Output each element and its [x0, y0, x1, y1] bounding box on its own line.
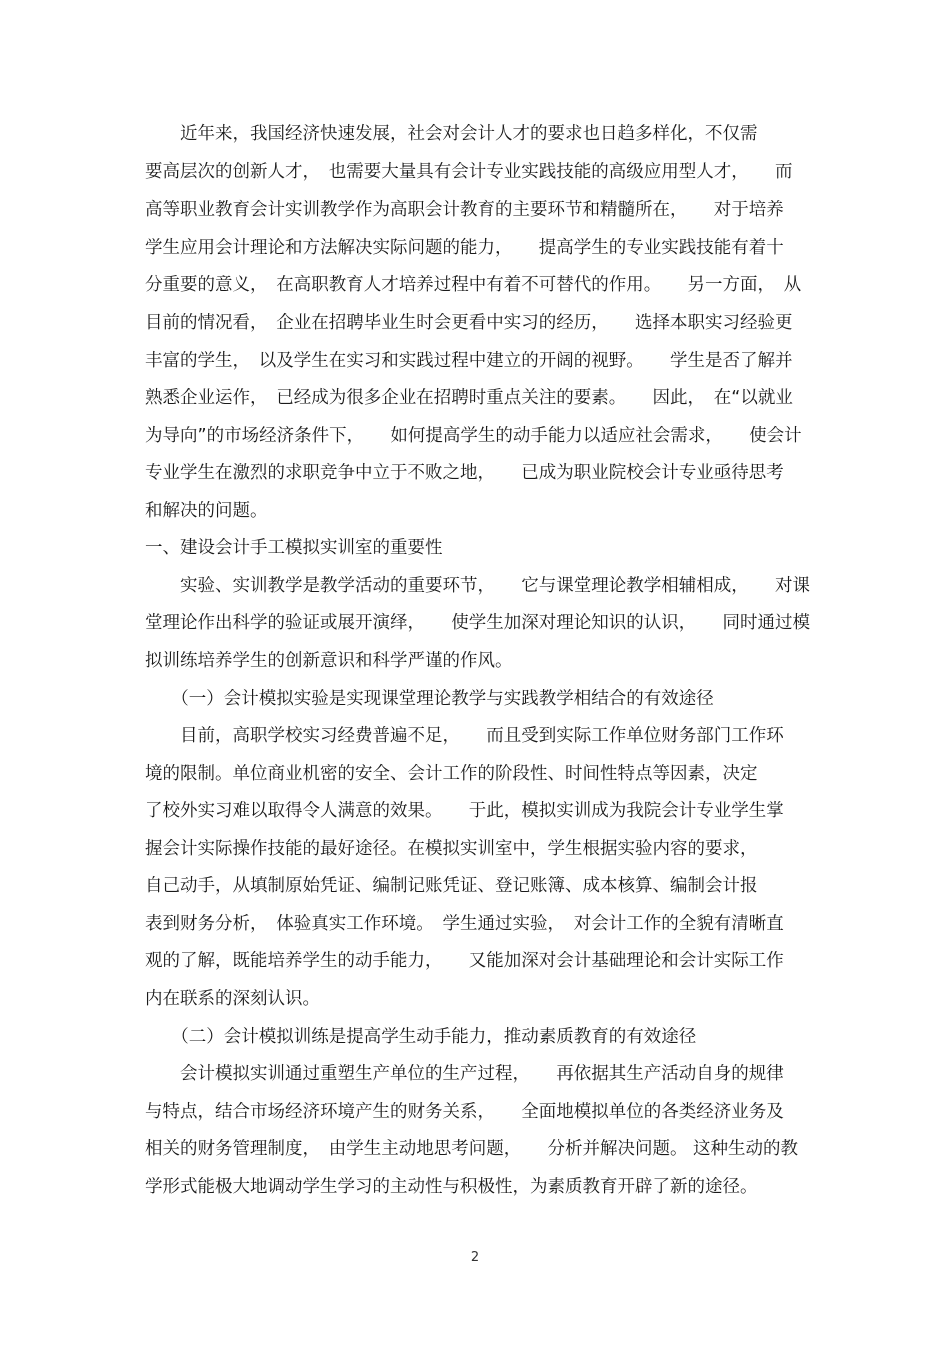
text-line-9: 为导向”的市场经济条件下， 如何提高学生的动手能力以适应社会需求， 使会计: [145, 426, 802, 446]
text-line-23: 观的了解，既能培养学生的动手能力， 又能加深对会计基础理论和会计实际工作: [145, 951, 784, 971]
subsection-heading-2: （二）会计模拟训练是提高学生动手能力，推动素质教育的有效途径: [145, 1027, 697, 1047]
text-line-20: 握会计实际操作技能的最好途径。在模拟实训室中，学生根据实验内容的要求，: [145, 839, 758, 859]
text-line-6: 目前的情况看， 企业在招聘毕业生时会更看中实习的经历， 选择本职实习经验更: [145, 313, 793, 333]
text-line-24: 内在联系的深刻认识。: [145, 989, 320, 1009]
text-line-13: 实验、实训教学是教学活动的重要环节， 它与课堂理论教学相辅相成， 对课: [145, 576, 810, 596]
page-number: 2: [470, 1250, 480, 1265]
text-line-2: 要高层次的创新人才， 也需要大量具有会计专业实践技能的高级应用型人才， 而: [145, 162, 793, 182]
text-line-21: 自己动手，从填制原始凭证、编制记账凭证、登记账簿、成本核算、编制会计报: [145, 876, 758, 896]
text-line-27: 与特点，结合市场经济环境产生的财务关系， 全面地模拟单位的各类经济业务及: [145, 1102, 784, 1122]
text-line-5: 分重要的意义， 在高职教育人才培养过程中有着不可替代的作用。 另一方面， 从: [145, 275, 802, 295]
text-line-7: 丰富的学生， 以及学生在实习和实践过程中建立的开阔的视野。 学生是否了解并: [145, 351, 793, 371]
text-line-28: 相关的财务管理制度， 由学生主动地思考问题， 分析并解决问题。 这种生动的教: [145, 1139, 799, 1159]
text-line-11: 和解决的问题。: [145, 501, 268, 521]
text-line-22: 表到财务分析， 体验真实工作环境。 学生通过实验， 对会计工作的全貌有清晰直: [145, 914, 784, 934]
text-line-8: 熟悉企业运作， 已经成为很多企业在招聘时重点关注的要素。 因此， 在“以就业: [145, 388, 793, 408]
text-line-14: 堂理论作出科学的验证或展开演绎， 使学生加深对理论知识的认识， 同时通过模: [145, 613, 810, 633]
text-line-3: 高等职业教育会计实训教学作为高职会计教育的主要环节和精髓所在， 对于培养: [145, 200, 784, 220]
section-heading-1: 一、建设会计手工模拟实训室的重要性: [145, 538, 443, 558]
text-line-18: 境的限制。单位商业机密的安全、会计工作的阶段性、时间性特点等因素，决定: [145, 764, 758, 784]
subsection-heading-1: （一）会计模拟实验是实现课堂理论教学与实践教学相结合的有效途径: [145, 689, 714, 709]
text-line-19: 了校外实习难以取得令人满意的效果。 于此，模拟实训成为我院会计专业学生掌: [145, 801, 784, 821]
text-line-4: 学生应用会计理论和方法解决实际问题的能力， 提高学生的专业实践技能有着十: [145, 238, 784, 258]
text-line-1: 近年来，我国经济快速发展，社会对会计人才的要求也日趋多样化，不仅需: [145, 124, 758, 144]
text-line-29: 学形式能极大地调动学生学习的主动性与积极性，为素质教育开辟了新的途径。: [145, 1177, 758, 1197]
text-line-15: 拟训练培养学生的创新意识和科学严谨的作风。: [145, 651, 513, 671]
text-line-26: 会计模拟实训通过重塑生产单位的生产过程， 再依据其生产活动自身的规律: [145, 1064, 784, 1084]
text-line-17: 目前，高职学校实习经费普遍不足， 而且受到实际工作单位财务部门工作环: [145, 726, 784, 746]
text-line-10: 专业学生在激烈的求职竞争中立于不败之地， 已成为职业院校会计专业亟待思考: [145, 463, 784, 483]
